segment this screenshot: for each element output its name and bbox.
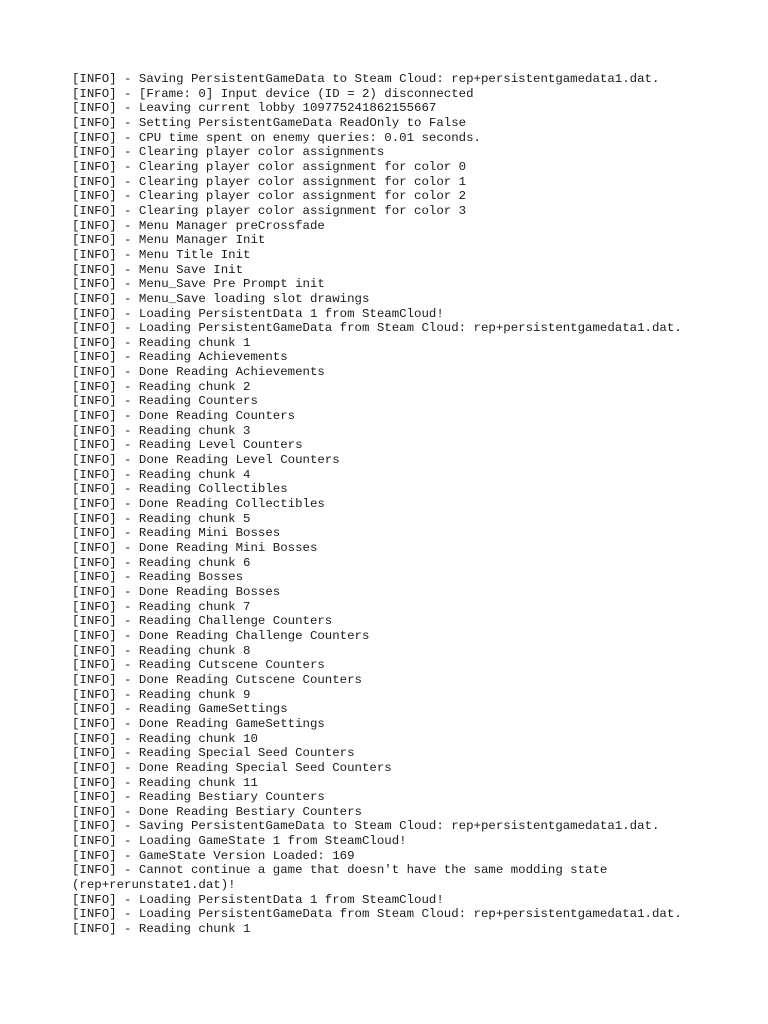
log-line: [INFO] - Loading PersistentData 1 from SteamCloud!: [72, 892, 444, 907]
log-line: [INFO] - Reading chunk 7: [72, 599, 251, 614]
log-line: [INFO] - Saving PersistentGameData to Steam Cloud: rep+persistentgamedata1.dat.: [72, 819, 660, 834]
log-line: [INFO] - Reading Bestiary Counters: [72, 790, 325, 805]
log-line: [INFO] - Clearing player color assignment for color 3: [72, 203, 467, 218]
log-line: [INFO] - Reading Level Counters: [72, 438, 303, 453]
log-line: [INFO] - Reading Mini Bosses: [72, 526, 281, 541]
log-line: [INFO] - Reading chunk 4: [72, 467, 251, 482]
log-line: [INFO] - Reading Achievements: [72, 350, 288, 365]
log-line: [INFO] - Reading chunk 8: [72, 643, 251, 658]
log-line: [INFO] - Done Reading Challenge Counters: [72, 628, 370, 643]
log-line: [INFO] - Loading GameState 1 from SteamCloud!: [72, 834, 407, 849]
log-line: [INFO] - Reading chunk 3: [72, 423, 251, 438]
log-line: [INFO] - Reading GameSettings: [72, 702, 288, 717]
log-line: [INFO] - Done Reading Bestiary Counters: [72, 804, 362, 819]
log-line: [INFO] - Leaving current lobby 109775241862155667: [72, 101, 437, 116]
log-line: [INFO] - Reading chunk 6: [72, 555, 251, 570]
log-line: [INFO] - Clearing player color assignments: [72, 145, 385, 160]
log-line: [INFO] - Loading PersistentData 1 from SteamCloud!: [72, 306, 444, 321]
log-line: [INFO] - Done Reading Special Seed Counters: [72, 760, 392, 775]
log-line: [INFO] - Reading chunk 1: [72, 335, 251, 350]
log-line: [INFO] - Done Reading Achievements: [72, 365, 325, 380]
log-line: [INFO] - Clearing player color assignment for color 1: [72, 174, 467, 189]
log-line: [INFO] - Menu_Save loading slot drawings: [72, 291, 370, 306]
log-line: [INFO] - Reading chunk 1: [72, 922, 251, 937]
log-line: [INFO] - Loading PersistentGameData from Steam Cloud: rep+persistentgamedata1.dat.: [72, 907, 682, 922]
log-line: [INFO] - Reading Cutscene Counters: [72, 658, 325, 673]
log-line: [INFO] - Done Reading GameSettings: [72, 716, 325, 731]
log-line: [INFO] - Done Reading Level Counters: [72, 453, 340, 468]
log-line: [INFO] - Reading chunk 2: [72, 379, 251, 394]
log-line: [INFO] - Menu_Save Pre Prompt init: [72, 277, 325, 292]
log-line: [INFO] - Cannot continue a game that doesn't have the same modding state (rep+rerunstate1.dat)!: [72, 863, 615, 893]
log-line: [INFO] - Loading PersistentGameData from Steam Cloud: rep+persistentgamedata1.dat.: [72, 321, 682, 336]
log-line: [INFO] - Clearing player color assignment for color 2: [72, 189, 467, 204]
log-line: [INFO] - Menu Title Init: [72, 247, 251, 262]
log-line: [INFO] - Menu Manager preCrossfade: [72, 218, 325, 233]
log-line: [INFO] - Reading chunk 9: [72, 687, 251, 702]
log-line: [INFO] - Reading chunk 10: [72, 731, 258, 746]
log-line: [INFO] - Reading Challenge Counters: [72, 614, 333, 629]
log-line: [INFO] - Done Reading Counters: [72, 409, 296, 424]
log-line: [INFO] - Done Reading Bosses: [72, 584, 281, 599]
log-line: [INFO] - CPU time spent on enemy queries: 0.01 seconds.: [72, 130, 481, 145]
log-line: [INFO] - Clearing player color assignment for color 0: [72, 159, 467, 174]
log-line: [INFO] - Reading Bosses: [72, 570, 244, 585]
log-line: [INFO] - Saving PersistentGameData to Steam Cloud: rep+persistentgamedata1.dat.: [72, 72, 660, 86]
log-line: [INFO] - Menu Manager Init: [72, 233, 266, 248]
log-line: [INFO] - Done Reading Mini Bosses: [72, 541, 318, 555]
log-line: [INFO] - GameState Version Loaded: 169: [72, 848, 355, 863]
log-line: [INFO] - Reading Counters: [72, 394, 258, 409]
log-text-block: [72, 72, 712, 937]
log-line: [INFO] - Done Reading Cutscene Counters: [72, 672, 362, 687]
log-line: [INFO] - Reading chunk 5: [72, 511, 251, 526]
log-line: [INFO] - Reading Collectibles: [72, 482, 288, 497]
log-line: [INFO] - [Frame: 0] Input device (ID = 2) disconnected: [72, 86, 474, 101]
log-line: [INFO] - Menu Save Init: [72, 262, 244, 277]
log-line: [INFO] - Setting PersistentGameData ReadOnly to False: [72, 115, 467, 130]
log-line: [INFO] - Reading chunk 11: [72, 775, 258, 790]
log-line: [INFO] - Reading Special Seed Counters: [72, 746, 355, 761]
log-line: [INFO] - Done Reading Collectibles: [72, 497, 325, 512]
